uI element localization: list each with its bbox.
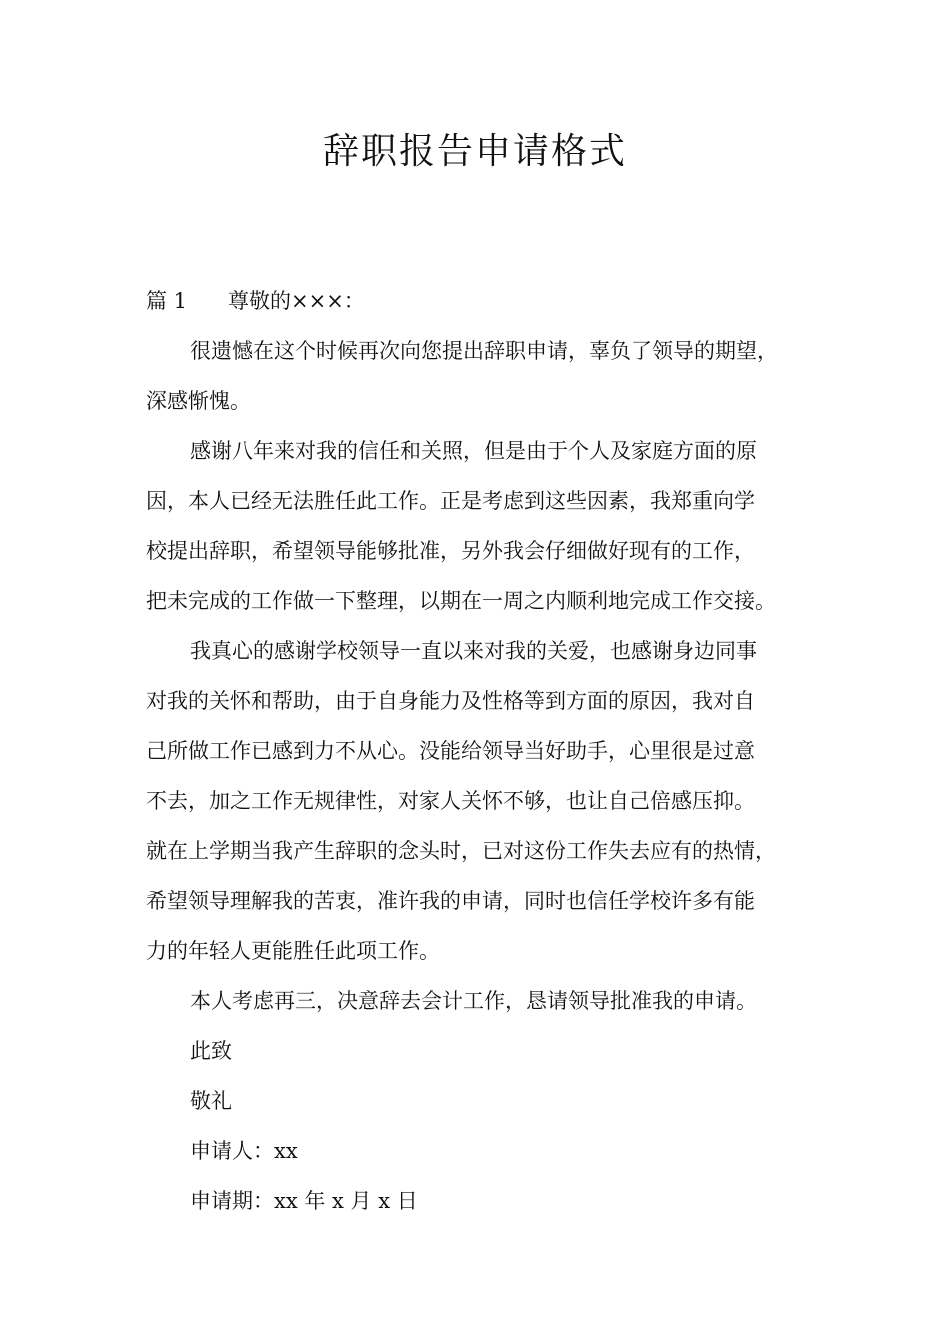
regards: 敬礼 <box>190 1089 232 1113</box>
paragraph-line: 把未完成的工作做一下整理，以期在一周之内顺利地完成工作交接。 <box>146 589 776 613</box>
paragraph-line: 因，本人已经无法胜任此工作。正是考虑到这些因素，我郑重向学 <box>146 489 755 513</box>
paragraph <box>146 626 836 976</box>
paragraph-line: 就在上学期当我产生辞职的念头时，已对这份工作失去应有的热情， <box>146 839 776 863</box>
paragraph-line: 校提出辞职，希望领导能够批准，另外我会仔细做好现有的工作， <box>146 539 755 563</box>
document-title: 辞职报告申请格式 <box>322 131 627 172</box>
paragraph-line: 很遗憾在这个时候再次向您提出辞职申请，辜负了领导的期望， <box>190 339 778 363</box>
paragraph-line: 对我的关怀和帮助，由于自身能力及性格等到方面的原因，我对自 <box>146 689 755 713</box>
applicant-signature: 申请人：xx <box>190 1139 298 1163</box>
paragraph <box>146 976 836 1026</box>
paragraph-line: 己所做工作已感到力不从心。没能给领导当好助手，心里很是过意 <box>146 739 755 763</box>
paragraph-line: 感谢八年来对我的信任和关照，但是由于个人及家庭方面的原 <box>190 439 757 463</box>
paragraph <box>146 426 836 626</box>
paragraph-line: 力的年轻人更能胜任此项工作。 <box>146 939 440 963</box>
closing: 此致 <box>190 1039 232 1063</box>
application-date: 申请期：xx 年 x 月 x 日 <box>190 1189 418 1213</box>
paragraph-line: 深感惭愧。 <box>146 389 251 413</box>
section-label: 篇 1 <box>146 289 188 313</box>
paragraph-line: 我真心的感谢学校领导一直以来对我的关爱，也感谢身边同事 <box>190 639 757 663</box>
paragraph-line: 希望领导理解我的苦衷，准许我的申请，同时也信任学校许多有能 <box>146 889 755 913</box>
paragraph-line: 本人考虑再三，决意辞去会计工作，恳请领导批准我的申请。 <box>190 989 757 1013</box>
salutation-line <box>146 276 836 326</box>
paragraph-line: 不去，加之工作无规律性，对家人关怀不够，也让自己倍感压抑。 <box>146 789 755 813</box>
paragraph <box>146 326 836 426</box>
letter-body <box>146 276 836 1226</box>
salutation: 尊敬的×××： <box>228 289 365 313</box>
